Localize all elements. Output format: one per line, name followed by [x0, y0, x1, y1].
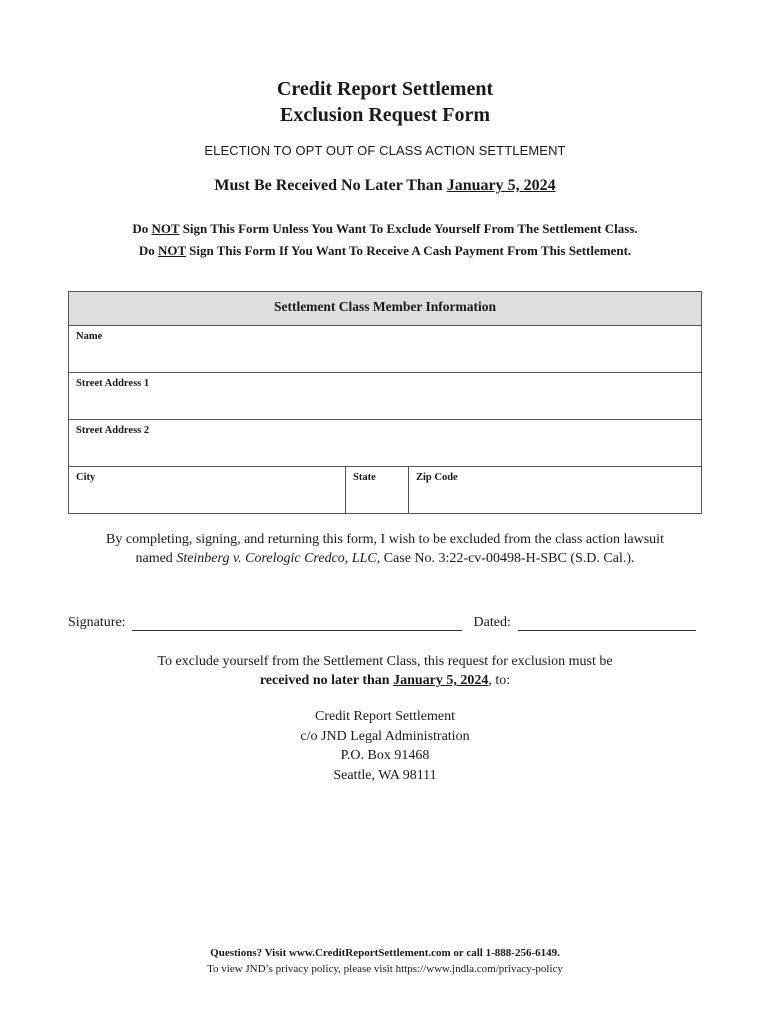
title-line-2: Exclusion Request Form — [280, 104, 490, 126]
city-label: City — [76, 472, 96, 483]
street-address-1-label: Street Address 1 — [76, 378, 150, 389]
warning-2-not: NOT — [157, 243, 186, 258]
mailing-instructions — [0, 652, 770, 690]
city-field[interactable] — [69, 467, 346, 514]
street-address-2-field[interactable] — [69, 420, 702, 467]
member-info-header: Settlement Class Member Information — [69, 292, 702, 326]
deadline-date: January 5, 2024 — [446, 177, 556, 194]
form-subtitle: ELECTION TO OPT OUT OF CLASS ACTION SETTLEMENT — [204, 143, 566, 158]
consent-statement — [60, 530, 710, 568]
case-name: Steinberg v. Corelogic Credco, LLC — [176, 551, 377, 566]
state-field[interactable] — [346, 467, 409, 514]
warning-line-1 — [0, 218, 770, 240]
footer-privacy: To view JND’s privacy policy, please visit https://www.jndla.com/privacy-policy — [207, 963, 563, 975]
consent-named: named — [135, 551, 177, 566]
instructions-date: January 5, 2024 — [393, 673, 489, 688]
warning-1-not: NOT — [151, 221, 180, 236]
dated-line[interactable] — [518, 616, 696, 631]
deadline-notice — [0, 177, 770, 195]
case-number: , Case No. 3:22-cv-00498-H-SBC (S.D. Cal.). — [376, 551, 635, 566]
warning-block — [0, 218, 770, 262]
consent-line-1: By completing, signing, and returning this form, I wish to be excluded from the class action lawsuit — [106, 532, 664, 547]
address-line-3: P.O. Box 91468 — [340, 748, 430, 763]
street-address-2-label: Street Address 2 — [76, 425, 150, 436]
instructions-received: received no later than — [259, 673, 394, 688]
member-info-table — [68, 291, 702, 514]
consent-line-2 — [60, 549, 710, 568]
zip-code-label: Zip Code — [416, 472, 458, 483]
instructions-line-2 — [0, 671, 770, 690]
address-line-2: c/o JND Legal Administration — [300, 728, 470, 744]
address-line-1: Credit Report Settlement — [315, 709, 455, 724]
state-label: State — [353, 472, 376, 483]
warning-2-pre: Do — [138, 243, 158, 258]
name-label: Name — [76, 331, 103, 342]
signature-label: Signature: — [68, 615, 126, 630]
address-line-4: Seattle, WA 98111 — [333, 767, 437, 783]
warning-1-post: Sign This Form Unless You Want To Exclude Yourself From The Settlement Class. — [179, 221, 638, 236]
signature-row — [68, 615, 702, 631]
footer-questions: Questions? Visit www.CreditReportSettlement.com or call 1-888-256-6149. — [210, 947, 560, 959]
instructions-line-1: To exclude yourself from the Settlement Class, this request for exclusion must be — [157, 654, 613, 669]
form-title — [0, 76, 770, 128]
title-line-1: Credit Report Settlement — [276, 78, 494, 100]
instructions-end: , to: — [488, 673, 511, 688]
name-field[interactable] — [69, 326, 702, 373]
warning-line-2 — [0, 240, 770, 262]
warning-1-pre: Do — [132, 221, 152, 236]
deadline-prefix: Must Be Received No Later Than — [214, 177, 447, 194]
mailing-address — [0, 707, 770, 785]
zip-code-field[interactable] — [409, 467, 702, 514]
dated-label: Dated: — [473, 615, 511, 630]
street-address-1-field[interactable] — [69, 373, 702, 420]
warning-2-post: Sign This Form If You Want To Receive A Cash Payment From This Settlement. — [185, 243, 632, 258]
signature-line[interactable] — [132, 616, 462, 631]
